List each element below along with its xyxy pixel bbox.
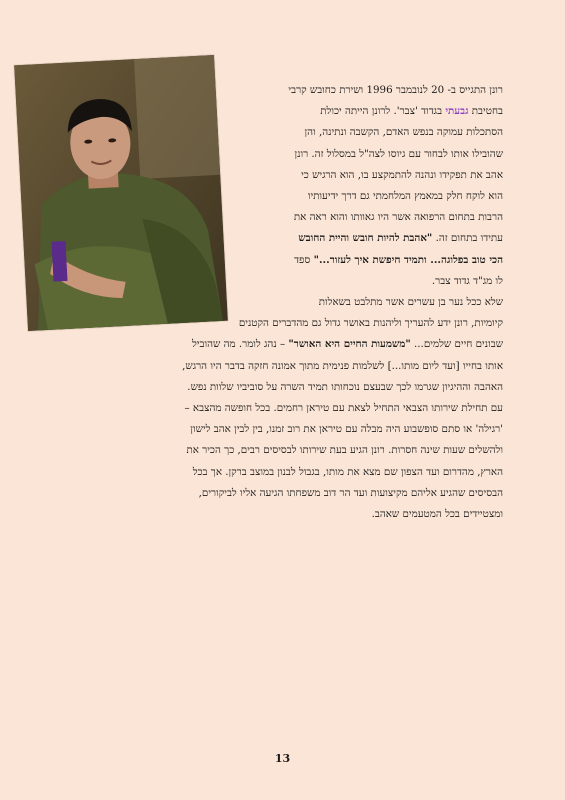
para1-line9: הכי טוב בפלוגה... ותמיד חיפשת איך לעזור..." ספד (294, 253, 503, 266)
para3-line3: ולהשלים שעות שינה חסרות. רונן הגיע בעת שירותו לבסיסים רבים, כך הכיר את (186, 444, 503, 457)
para1-line2: בחטיבת גבעתי בגדוד 'צבר'. לרונן הייתה יכולת (320, 105, 503, 118)
para2-line2: קיומיות, רונן ידע להעריך וליהנות באושר גדול גם מהדברים הקטנים (238, 317, 503, 330)
para1-line8: עתידו בתחום זה. "אהבת להיות חובש והיית החובש (298, 232, 503, 245)
para2-line5: האהבה וההיגיון שגרמו לכך שבעצם נוכחותו תמיד השרה על סוביביו שלוות נפש. (187, 380, 503, 393)
para1-line6: הוא לוקח חלק במאמץ המלחמתי גם דרך ידיעותיו (307, 190, 503, 203)
para1-line1: רונן התגייס ב- 20 לנובמבר 1996 ושירת כחובש קרבי (288, 84, 503, 96)
page-number: 13 (274, 752, 291, 765)
para3-line2: 'רגילה' או סתם סופשבוע היה מבלה עם טיראן את רוב זמנו, בין לבין אהב לישון (190, 423, 503, 436)
para2-line1: שלא ככל נער בן עשרים אשר מתלבט בשאלות (318, 296, 503, 309)
para3-line6: ומצטיידים בכל המטעמים שאהב. (371, 508, 503, 521)
para1-line5: אהב את תפקידו ונהנה להתמקצע בו, הוא הרגיש כי (301, 168, 503, 181)
quote-start: "אהבת להיות חובש והיית החובש (298, 232, 433, 245)
para2-line4: אותו בחייו [ועד ליום מותו...] לשלמות פנימית מתוך אמונה חזקה בדבר היו הרגש, (182, 359, 503, 372)
para3-line1: עם תחילת שירותו הצבאי התחיל לצאת עם טיראן רחמים. בכל חופשה מהצבא – (184, 402, 503, 415)
quote-end: הכי טוב בפלוגה... ותמיד חיפשת איך לעזור..." (313, 253, 503, 266)
para1-line3: הסתכלות עמוקה בנפש האדם, הקשבה ונתינה, והן (304, 126, 503, 139)
para3-line5: הבסיסים שהגיע אליהם מקיצועות ועד הר דוב משפחתו הגיעה אליו לביקורים, (198, 486, 503, 499)
para3-line4: הארץ, מהדרום ועד הצפון שם מצא את מותו, בגבול לבנון במוצב ברקן. אך בכל (192, 465, 503, 478)
biography-text (75, 80, 503, 525)
para1-line7: הרבות בתחום הרפואה אשר היו גאוותו והוא ראה את (293, 211, 503, 224)
brigade-name: גבעתי (445, 105, 469, 118)
para1-line4: שהובילו אותו לבחור עם גיוסו לצה"ל במסלול זה. רונן (294, 147, 503, 160)
life-meaning-quote: "משמעות החיים היא האושר" (288, 338, 411, 351)
para1-line10: לו מג"ד גדוד צבר. (431, 274, 503, 287)
para2-line3: שבונים חיים שלמים... "משמעות החיים היא האושר" – נהג לומר. מה שהוביל (191, 338, 503, 351)
